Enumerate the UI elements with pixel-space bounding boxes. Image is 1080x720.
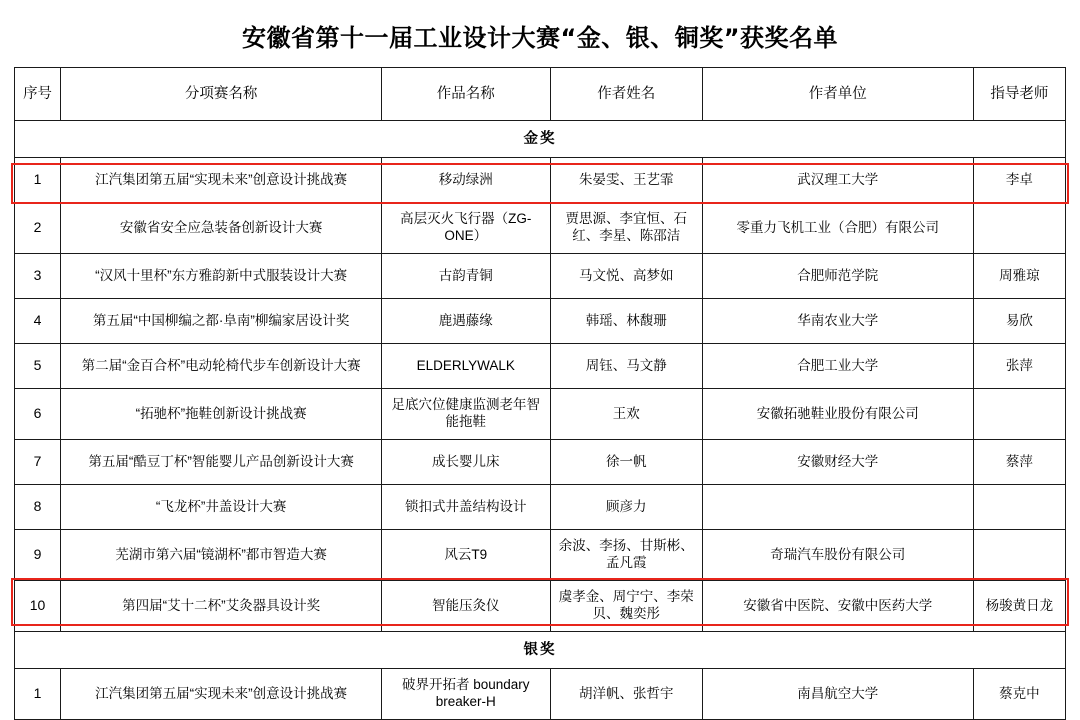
cell-unit: 南昌航空大学 — [702, 669, 973, 720]
table-row — [15, 530, 1066, 581]
cell-work: 足底穴位健康监测老年智能拖鞋 — [382, 389, 550, 440]
cell-teacher: 易欣 — [973, 299, 1065, 344]
cell-event: 第五届“中国柳编之都·阜南”柳编家居设计奖 — [61, 299, 382, 344]
table-row — [15, 203, 1066, 254]
cell-teacher — [973, 389, 1065, 440]
column-header-teacher: 指导老师 — [973, 68, 1065, 121]
cell-work: 智能压灸仪 — [382, 581, 550, 632]
column-header-no: 序号 — [15, 68, 61, 121]
cell-unit: 安徽拓驰鞋业股份有限公司 — [702, 389, 973, 440]
table-row — [15, 254, 1066, 299]
cell-no: 6 — [15, 389, 61, 440]
column-header-author: 作者姓名 — [550, 68, 702, 121]
cell-author: 虞孝金、周宁宁、李荣贝、魏奕彤 — [550, 581, 702, 632]
cell-work: 高层灭火飞行器（ZG-ONE） — [382, 203, 550, 254]
table-row — [15, 485, 1066, 530]
cell-work: 破界开拓者 boundary breaker-H — [382, 669, 550, 720]
cell-teacher: 李卓 — [973, 158, 1065, 203]
award-table-container — [14, 67, 1066, 720]
table-row — [15, 389, 1066, 440]
cell-work: 移动绿洲 — [382, 158, 550, 203]
column-header-unit: 作者单位 — [702, 68, 973, 121]
cell-work: 成长婴儿床 — [382, 440, 550, 485]
cell-author: 余波、李扬、甘斯彬、孟凡霞 — [550, 530, 702, 581]
cell-no: 10 — [15, 581, 61, 632]
section-label-gold: 金奖 — [15, 121, 1066, 158]
cell-event: 第四届“艾十二杯”艾灸器具设计奖 — [61, 581, 382, 632]
cell-teacher — [973, 530, 1065, 581]
cell-work: 风云T9 — [382, 530, 550, 581]
cell-no: 8 — [15, 485, 61, 530]
table-header — [15, 68, 1066, 121]
header-row — [15, 68, 1066, 121]
cell-event: “拓驰杯”拖鞋创新设计挑战赛 — [61, 389, 382, 440]
table-row — [15, 581, 1066, 632]
cell-no: 1 — [15, 158, 61, 203]
cell-unit: 合肥师范学院 — [702, 254, 973, 299]
cell-work: 古韵青铜 — [382, 254, 550, 299]
table-row — [15, 440, 1066, 485]
cell-unit: 零重力飞机工业（合肥）有限公司 — [702, 203, 973, 254]
section-header-row — [15, 632, 1066, 669]
cell-author: 韩瑶、林馥珊 — [550, 299, 702, 344]
cell-author: 马文悦、高梦如 — [550, 254, 702, 299]
column-header-work: 作品名称 — [382, 68, 550, 121]
cell-teacher — [973, 203, 1065, 254]
cell-no: 5 — [15, 344, 61, 389]
column-header-event: 分项赛名称 — [61, 68, 382, 121]
cell-unit: 华南农业大学 — [702, 299, 973, 344]
cell-unit: 安徽财经大学 — [702, 440, 973, 485]
cell-author: 贾思源、李宜恒、石红、李星、陈邵洁 — [550, 203, 702, 254]
cell-unit: 武汉理工大学 — [702, 158, 973, 203]
table-row — [15, 158, 1066, 203]
page-title: 安徽省第十一届工业设计大赛“金、银、铜奖”获奖名单 — [241, 24, 839, 52]
section-header-row — [15, 121, 1066, 158]
cell-no: 7 — [15, 440, 61, 485]
cell-event: “飞龙杯”井盖设计大赛 — [61, 485, 382, 530]
cell-no: 9 — [15, 530, 61, 581]
cell-author: 徐一帆 — [550, 440, 702, 485]
cell-event: 江汽集团第五届“实现未来”创意设计挑战赛 — [61, 669, 382, 720]
cell-event: 安徽省安全应急装备创新设计大赛 — [61, 203, 382, 254]
cell-teacher: 蔡克中 — [973, 669, 1065, 720]
cell-event: 第二届“金百合杯”电动轮椅代步车创新设计大赛 — [61, 344, 382, 389]
cell-author: 王欢 — [550, 389, 702, 440]
cell-event: 芜湖市第六届“镜湖杯”都市智造大赛 — [61, 530, 382, 581]
cell-author: 顾彦力 — [550, 485, 702, 530]
cell-event: 江汽集团第五届“实现未来”创意设计挑战赛 — [61, 158, 382, 203]
cell-author: 胡洋帆、张哲宇 — [550, 669, 702, 720]
table-body — [15, 121, 1066, 720]
cell-unit: 奇瑞汽车股份有限公司 — [702, 530, 973, 581]
cell-unit: 安徽省中医院、安徽中医药大学 — [702, 581, 973, 632]
cell-work: 锁扣式井盖结构设计 — [382, 485, 550, 530]
cell-teacher: 杨骏黄日龙 — [973, 581, 1065, 632]
cell-teacher: 周雅琼 — [973, 254, 1065, 299]
cell-teacher: 张萍 — [973, 344, 1065, 389]
cell-no: 2 — [15, 203, 61, 254]
cell-no: 4 — [15, 299, 61, 344]
table-row — [15, 344, 1066, 389]
cell-work: 鹿遇藤缘 — [382, 299, 550, 344]
award-table — [14, 67, 1066, 720]
cell-event: “汉风十里杯”东方雅韵新中式服装设计大赛 — [61, 254, 382, 299]
cell-teacher — [973, 485, 1065, 530]
table-row — [15, 299, 1066, 344]
cell-work: ELDERLYWALK — [382, 344, 550, 389]
cell-teacher: 蔡萍 — [973, 440, 1065, 485]
cell-no: 1 — [15, 669, 61, 720]
cell-unit: 合肥工业大学 — [702, 344, 973, 389]
cell-author: 朱晏雯、王艺霏 — [550, 158, 702, 203]
cell-no: 3 — [15, 254, 61, 299]
cell-unit — [702, 485, 973, 530]
section-label-silver: 银奖 — [15, 632, 1066, 669]
cell-event: 第五届“酷豆丁杯”智能婴儿产品创新设计大赛 — [61, 440, 382, 485]
cell-author: 周钰、马文静 — [550, 344, 702, 389]
table-row — [15, 669, 1066, 720]
